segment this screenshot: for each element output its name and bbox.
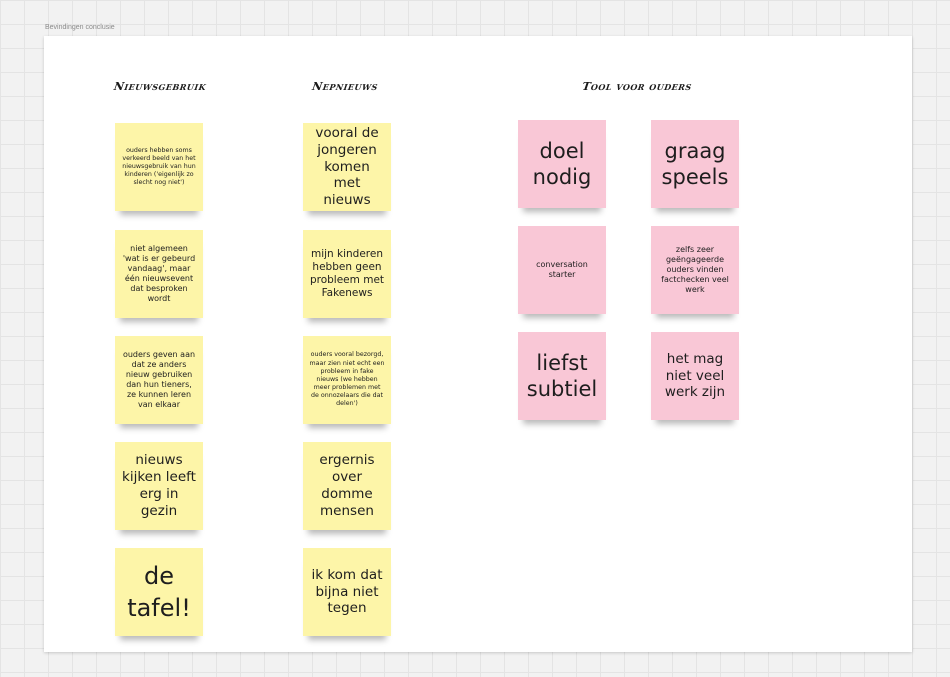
frame-title[interactable]: Bevindingen conclusie xyxy=(45,24,115,31)
sticky-note[interactable]: ergernis over domme mensen xyxy=(303,442,391,530)
sticky-note[interactable]: mijn kinderen hebben geen probleem met Fakenews xyxy=(303,230,391,318)
sticky-note[interactable]: de tafel! xyxy=(115,548,203,636)
sticky-note[interactable]: vooral de jongeren komen met nieuws xyxy=(303,123,391,211)
heading-nepnieuws[interactable]: Nepnieuws xyxy=(311,80,379,93)
sticky-note[interactable]: liefst subtiel xyxy=(518,332,606,420)
sticky-note[interactable]: doel nodig xyxy=(518,120,606,208)
sticky-note[interactable]: graag speels xyxy=(651,120,739,208)
heading-tool-voor-ouders[interactable]: Tool voor ouders xyxy=(581,80,693,93)
sticky-note[interactable]: zelfs zeer geëngageerde ouders vinden factchecken veel werk xyxy=(651,226,739,314)
sticky-note[interactable]: ouders vooral bezorgd, maar zien niet echt een probleem in fake nieuws (we hebben meer problemen met de onnozelaars die dat delen') xyxy=(303,336,391,424)
sticky-note[interactable]: niet algemeen 'wat is er gebeurd vandaag', maar één nieuwsevent dat besproken wordt xyxy=(115,230,203,318)
sticky-note[interactable]: nieuws kijken leeft erg in gezin xyxy=(115,442,203,530)
sticky-note[interactable]: ouders geven aan dat ze anders nieuw gebruiken dan hun tieners, ze kunnen leren van elkaar xyxy=(115,336,203,424)
heading-nieuwsgebruik[interactable]: Nieuwsgebruik xyxy=(113,80,208,93)
sticky-note[interactable]: ik kom dat bijna niet tegen xyxy=(303,548,391,636)
sticky-note[interactable]: conversation starter xyxy=(518,226,606,314)
sticky-note[interactable]: ouders hebben soms verkeerd beeld van het nieuwsgebruik van hun kinderen ('eigenlijk zo slecht nog niet') xyxy=(115,123,203,211)
sticky-note[interactable]: het mag niet veel werk zijn xyxy=(651,332,739,420)
